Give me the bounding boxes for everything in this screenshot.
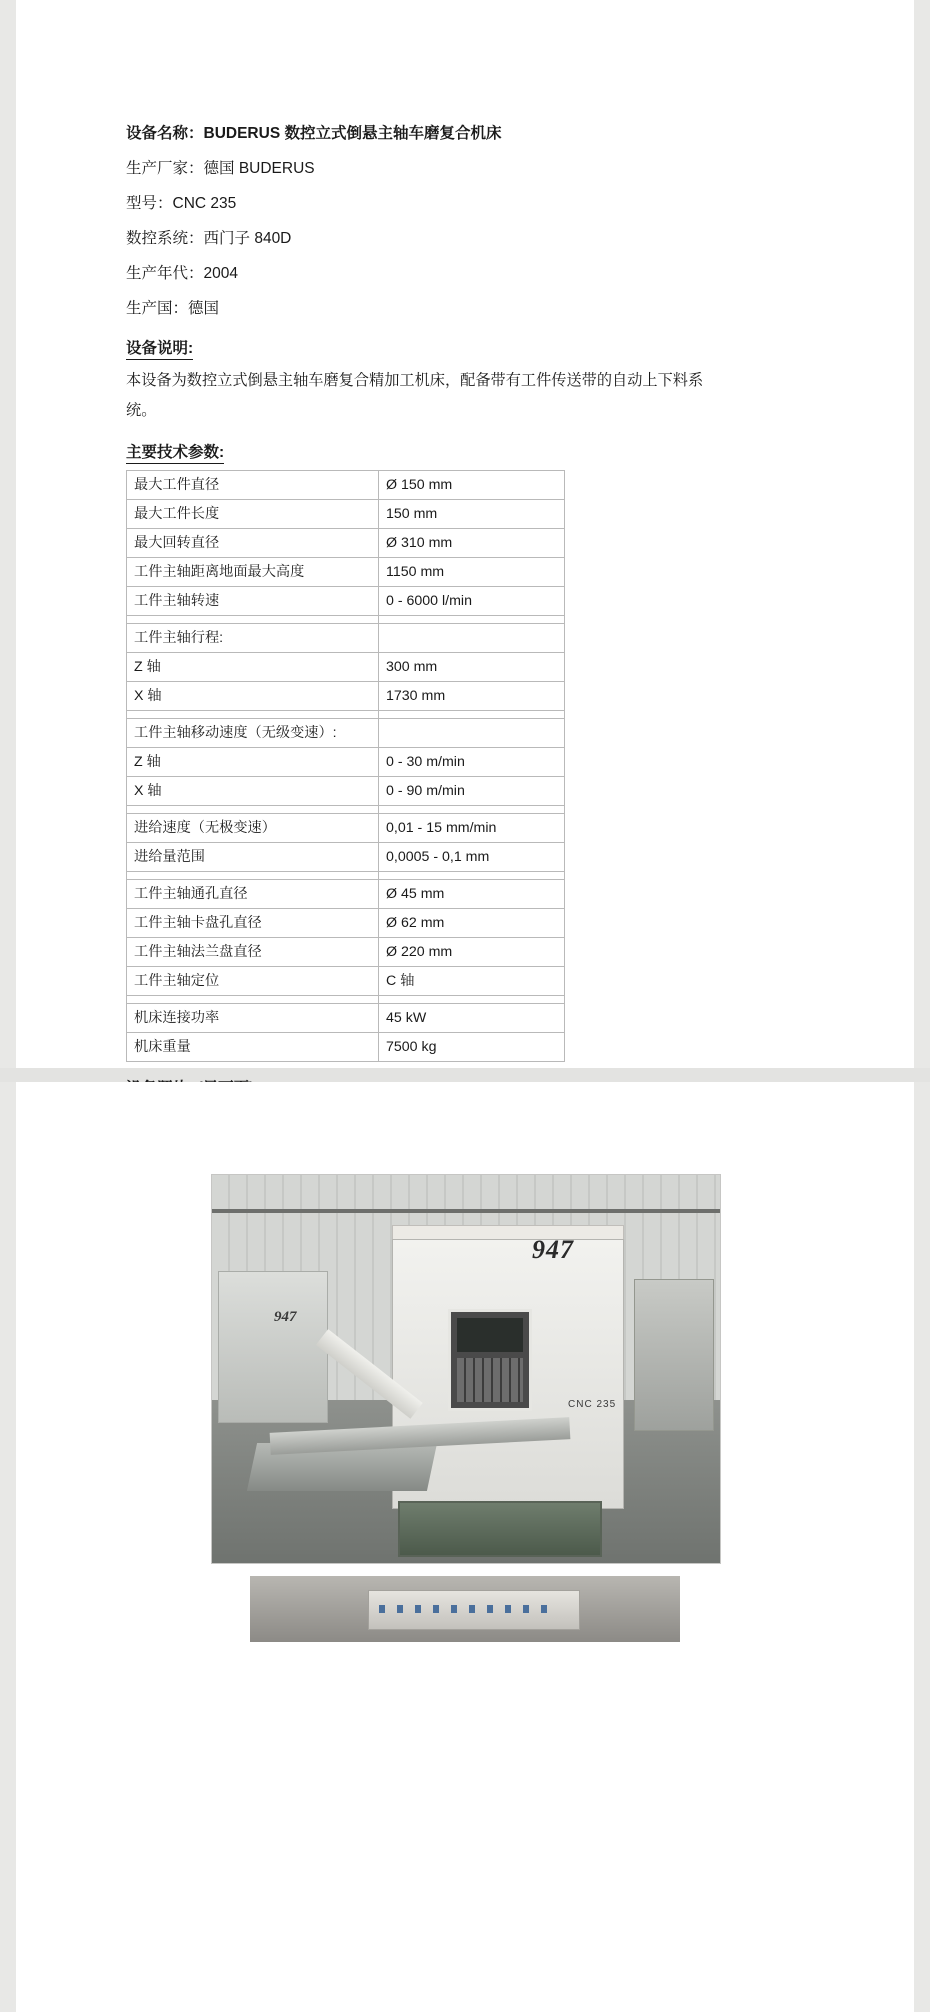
- table-row: [127, 843, 565, 872]
- table-row: [127, 500, 565, 529]
- field-year-label: 生产年代：: [126, 265, 204, 282]
- table-row: [127, 529, 565, 558]
- field-manufacturer-label: 生产厂家：: [126, 160, 204, 177]
- description-text: 本设备为数控立式倒悬主轴车磨复合精加工机床，配备带有工件传送带的自动上下料系统。: [126, 372, 704, 419]
- spec-key: 最大回转直径: [127, 529, 379, 558]
- table-row: [127, 587, 565, 616]
- spec-key: Z 轴: [127, 653, 379, 682]
- spec-key: 工件主轴距离地面最大高度: [127, 558, 379, 587]
- table-row: [127, 880, 565, 909]
- spec-key: 机床重量: [127, 1033, 379, 1062]
- specs-heading: 主要技术参数:: [126, 440, 224, 464]
- field-country: [126, 295, 804, 322]
- spec-value: [379, 616, 565, 624]
- field-cnc-system-value: 西门子 840D: [203, 230, 292, 247]
- photo-machine-number: 947: [532, 1235, 574, 1264]
- table-row: [127, 938, 565, 967]
- spec-value: 0,01 - 15 mm/min: [379, 814, 565, 843]
- spec-value: [379, 806, 565, 814]
- specifications-table: [126, 470, 565, 1062]
- spec-key: 机床连接功率: [127, 1004, 379, 1033]
- table-row: [127, 1004, 565, 1033]
- field-equipment-name-label: 设备名称：: [126, 125, 204, 142]
- specs-heading-wrap: [126, 440, 804, 464]
- field-year-value: 2004: [203, 265, 238, 282]
- equipment-photo-frame: [211, 1082, 719, 1642]
- spec-key: X 轴: [127, 682, 379, 711]
- field-model-value: CNC 235: [172, 195, 237, 212]
- spec-value: 7500 kg: [379, 1033, 565, 1062]
- table-row: [127, 777, 565, 806]
- specifications-table-body: [127, 471, 565, 1062]
- photo-left-machine: [218, 1271, 328, 1423]
- table-spacer-row: [127, 872, 565, 880]
- table-row: [127, 653, 565, 682]
- spec-value: 0 - 30 m/min: [379, 748, 565, 777]
- spec-value: Ø 310 mm: [379, 529, 565, 558]
- description-heading-wrap: [126, 336, 804, 360]
- photo-panel-screen: [457, 1318, 523, 1352]
- spec-value: Ø 220 mm: [379, 938, 565, 967]
- table-group-row: [127, 719, 565, 748]
- photo-control-panel: [448, 1309, 532, 1411]
- field-equipment-name: [126, 120, 804, 147]
- field-year: [126, 260, 804, 287]
- spec-key: 最大工件直径: [127, 471, 379, 500]
- spec-key: 进给量范围: [127, 843, 379, 872]
- field-model: [126, 190, 804, 217]
- spec-key: 工件主轴法兰盘直径: [127, 938, 379, 967]
- field-country-value: 德国: [188, 300, 220, 317]
- photo-model-plate: CNC 235: [568, 1399, 617, 1410]
- spec-key: 工件主轴移动速度（无级变速）:: [127, 719, 379, 748]
- spec-key: [127, 806, 379, 814]
- table-row: [127, 748, 565, 777]
- spec-key: 工件主轴定位: [127, 967, 379, 996]
- table-row: [127, 967, 565, 996]
- field-cnc-system: [126, 225, 804, 252]
- photo2-panel: [368, 1590, 580, 1630]
- photo-right-machine: [634, 1279, 714, 1431]
- spec-value: 0,0005 - 0,1 mm: [379, 843, 565, 872]
- table-spacer-row: [127, 616, 565, 624]
- table-spacer-row: [127, 806, 565, 814]
- spec-value: Ø 62 mm: [379, 909, 565, 938]
- spec-value: [379, 996, 565, 1004]
- spec-value: 0 - 6000 l/min: [379, 587, 565, 616]
- spec-value: 150 mm: [379, 500, 565, 529]
- spec-key: 最大工件长度: [127, 500, 379, 529]
- spec-key: X 轴: [127, 777, 379, 806]
- spec-value: Ø 150 mm: [379, 471, 565, 500]
- field-manufacturer: [126, 155, 804, 182]
- table-row: [127, 814, 565, 843]
- spec-value: 45 kW: [379, 1004, 565, 1033]
- photo-machine-number-secondary: 947: [274, 1309, 297, 1325]
- table-row: [127, 558, 565, 587]
- spec-key: 工件主轴卡盘孔直径: [127, 909, 379, 938]
- spec-key: 工件主轴行程:: [127, 624, 379, 653]
- field-cnc-system-label: 数控系统：: [126, 230, 204, 247]
- spec-key: 进给速度（无极变速）: [127, 814, 379, 843]
- table-row: [127, 682, 565, 711]
- spec-value: C 轴: [379, 967, 565, 996]
- field-model-label: 型号：: [126, 195, 173, 212]
- spec-key: [127, 616, 379, 624]
- table-spacer-row: [127, 711, 565, 719]
- spec-value: 1150 mm: [379, 558, 565, 587]
- photo2-buttons: [379, 1605, 559, 1613]
- photo-panel-keypad: [457, 1358, 523, 1402]
- spec-value: [379, 624, 565, 653]
- spec-value: [379, 872, 565, 880]
- spec-key: 工件主轴转速: [127, 587, 379, 616]
- table-row: [127, 471, 565, 500]
- table-row: [127, 909, 565, 938]
- spec-value: 0 - 90 m/min: [379, 777, 565, 806]
- field-country-label: 生产国：: [126, 300, 189, 317]
- field-equipment-name-value: BUDERUS 数控立式倒悬主轴车磨复合机床: [203, 125, 502, 142]
- spec-value: [379, 719, 565, 748]
- field-manufacturer-value: 德国 BUDERUS: [203, 160, 315, 177]
- spec-key: [127, 711, 379, 719]
- spec-key: 工件主轴通孔直径: [127, 880, 379, 909]
- table-row: [127, 1033, 565, 1062]
- spec-value: 300 mm: [379, 653, 565, 682]
- spec-value: Ø 45 mm: [379, 880, 565, 909]
- photo-coolant-tub: [398, 1501, 602, 1557]
- spec-value: [379, 711, 565, 719]
- table-spacer-row: [127, 996, 565, 1004]
- spec-key: [127, 872, 379, 880]
- document-page-2: [16, 1082, 914, 2012]
- description-heading: 设备说明:: [126, 336, 193, 360]
- spec-key: Z 轴: [127, 748, 379, 777]
- page-1-content: [16, 0, 914, 1100]
- photo-beam: [212, 1209, 720, 1213]
- equipment-photo-second: [250, 1576, 680, 1642]
- spec-key: [127, 996, 379, 1004]
- table-group-row: [127, 624, 565, 653]
- spec-value: 1730 mm: [379, 682, 565, 711]
- equipment-photo: [211, 1174, 721, 1564]
- document-page-1: [16, 0, 914, 1068]
